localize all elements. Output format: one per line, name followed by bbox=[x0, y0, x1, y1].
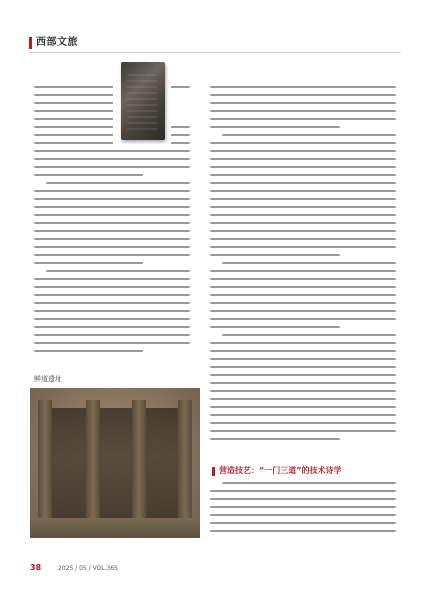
body-text-line bbox=[34, 334, 190, 336]
body-text-line bbox=[210, 206, 396, 208]
page-number: 38 bbox=[30, 563, 42, 572]
body-text-line bbox=[210, 342, 396, 344]
body-text-line bbox=[210, 230, 396, 232]
body-text-line bbox=[34, 206, 190, 208]
body-text-line bbox=[210, 190, 396, 192]
body-text-line bbox=[210, 126, 340, 128]
gate-post bbox=[86, 400, 100, 532]
body-text-line bbox=[210, 302, 396, 304]
body-text-line bbox=[210, 150, 396, 152]
gate-passage bbox=[52, 408, 86, 530]
body-text-line bbox=[210, 142, 396, 144]
body-text-right-column-lower bbox=[210, 482, 396, 538]
stone-stele-photo bbox=[113, 58, 171, 144]
body-text-line bbox=[210, 198, 396, 200]
body-text-line bbox=[46, 270, 190, 272]
body-text-line bbox=[210, 522, 396, 524]
body-text-line bbox=[34, 198, 190, 200]
body-text-line bbox=[34, 158, 190, 160]
body-text-line bbox=[34, 342, 190, 344]
body-text-line bbox=[210, 366, 396, 368]
body-text-line bbox=[34, 190, 190, 192]
body-text-line bbox=[210, 278, 396, 280]
body-text-line bbox=[34, 230, 190, 232]
gate-ruins-photo bbox=[30, 388, 200, 538]
body-text-line bbox=[34, 214, 190, 216]
body-text-line bbox=[210, 374, 396, 376]
body-text-line bbox=[210, 86, 396, 88]
gate-passage bbox=[98, 408, 132, 530]
body-text-line bbox=[210, 110, 396, 112]
body-text-line bbox=[34, 350, 143, 352]
body-text-line bbox=[210, 530, 396, 532]
body-text-line bbox=[210, 102, 396, 104]
body-text-line bbox=[210, 118, 396, 120]
body-text-line bbox=[210, 490, 396, 492]
body-text-line bbox=[34, 318, 190, 320]
subsection-title: 营造技艺：“一门三道”的技术诗学 bbox=[219, 466, 342, 475]
body-text-line bbox=[210, 286, 396, 288]
body-text-line bbox=[210, 382, 396, 384]
body-text-line bbox=[210, 358, 396, 360]
body-text-line bbox=[210, 238, 396, 240]
body-text-line bbox=[222, 262, 396, 264]
body-text-line bbox=[34, 278, 190, 280]
body-text-line bbox=[210, 350, 396, 352]
header-accent-bar bbox=[29, 37, 32, 49]
body-text-line bbox=[210, 182, 396, 184]
body-text-line bbox=[210, 174, 396, 176]
body-text-line bbox=[210, 158, 396, 160]
body-text-line bbox=[210, 294, 396, 296]
body-text-right-column bbox=[210, 86, 396, 446]
body-text-line bbox=[34, 238, 190, 240]
body-text-line bbox=[210, 422, 396, 424]
body-text-line bbox=[210, 254, 340, 256]
gate-passage bbox=[144, 408, 178, 530]
body-text-line bbox=[210, 514, 396, 516]
body-text-line bbox=[34, 150, 190, 152]
header-divider bbox=[29, 52, 401, 53]
issue-info: 2025 / 05 / VOL.365 bbox=[58, 565, 118, 572]
section-title: 西部文旅 bbox=[36, 37, 78, 48]
gate-post bbox=[132, 400, 146, 532]
stele-slab bbox=[121, 62, 165, 140]
body-text-line bbox=[210, 326, 340, 328]
body-text-line bbox=[210, 390, 396, 392]
body-text-line bbox=[34, 286, 190, 288]
gate-post bbox=[178, 400, 192, 532]
body-text-line bbox=[210, 506, 396, 508]
gate-post bbox=[38, 400, 52, 532]
body-text-line bbox=[210, 246, 396, 248]
body-text-line bbox=[34, 166, 190, 168]
figure-caption: 鲜道遗址 bbox=[34, 375, 62, 383]
body-text-line bbox=[210, 414, 396, 416]
body-text-line bbox=[222, 482, 396, 484]
body-text-line bbox=[210, 398, 396, 400]
body-text-line bbox=[222, 134, 396, 136]
body-text-line bbox=[210, 318, 396, 320]
photo-ground bbox=[30, 518, 200, 538]
body-text-line bbox=[34, 310, 190, 312]
body-text-line bbox=[210, 214, 396, 216]
body-text-line bbox=[210, 166, 396, 168]
body-text-line bbox=[34, 174, 143, 176]
body-text-line bbox=[210, 94, 396, 96]
body-text-line bbox=[210, 270, 396, 272]
body-text-line bbox=[34, 294, 190, 296]
body-text-line bbox=[210, 498, 396, 500]
body-text-line bbox=[34, 254, 190, 256]
body-text-line bbox=[46, 182, 190, 184]
body-text-line bbox=[210, 438, 340, 440]
body-text-line bbox=[34, 262, 143, 264]
body-text-line bbox=[34, 246, 190, 248]
subsection-accent-bar bbox=[212, 467, 215, 476]
body-text-line bbox=[34, 326, 190, 328]
body-text-line bbox=[222, 334, 396, 336]
body-text-line bbox=[34, 302, 190, 304]
body-text-line bbox=[210, 310, 396, 312]
body-text-line bbox=[210, 222, 396, 224]
body-text-line bbox=[210, 406, 396, 408]
body-text-line bbox=[210, 430, 396, 432]
body-text-line bbox=[34, 222, 190, 224]
